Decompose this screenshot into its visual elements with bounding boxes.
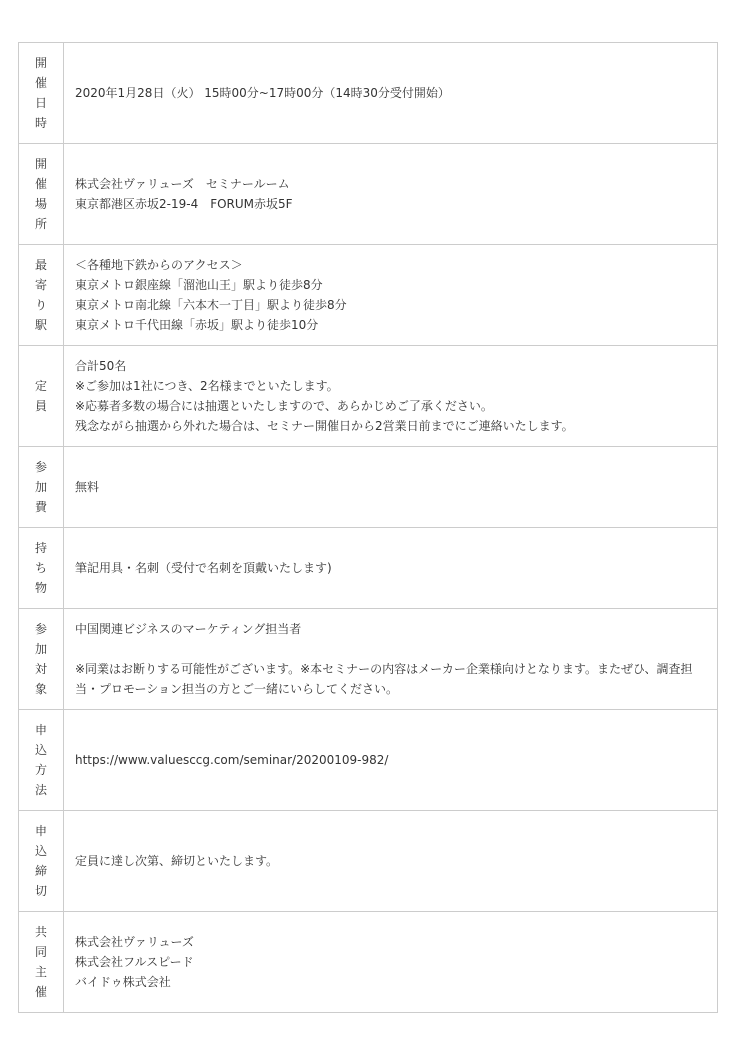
row-value — [64, 528, 718, 609]
label-char: 切 — [34, 884, 47, 898]
row-value — [64, 447, 718, 528]
row-label — [19, 447, 64, 528]
value-line: 株式会社ヴァリューズ セミナールーム — [75, 177, 290, 191]
label-char: 込 — [34, 743, 47, 757]
label-char: 加 — [34, 480, 47, 494]
value-line: ※同業はお断りする可能性がございます。※本セミナーの内容はメーカー企業様向けとなります。またぜひ、調査担当・プロモーション担当の方とご一緒にいらしてください。 — [75, 662, 693, 696]
row-target — [19, 609, 718, 710]
row-date — [19, 43, 718, 144]
label-char: 象 — [34, 682, 47, 696]
row-belongings — [19, 528, 718, 609]
row-deadline — [19, 811, 718, 912]
label-char: 同 — [34, 945, 47, 959]
value-line: 残念ながら抽選から外れた場合は、セミナー開催日から2営業日前までにご連絡いたします。 — [75, 419, 574, 433]
label-char: 申 — [34, 824, 47, 838]
label-char: 費 — [34, 500, 47, 514]
row-value — [64, 811, 718, 912]
label-char: 駅 — [34, 318, 47, 332]
label-char: 参 — [34, 622, 47, 636]
label-char: 開 — [34, 56, 47, 70]
row-label — [19, 43, 64, 144]
value-line: 定員に達し次第、締切といたします。 — [75, 854, 279, 868]
row-value — [64, 912, 718, 1013]
row-value — [64, 144, 718, 245]
label-char: 催 — [34, 985, 47, 999]
label-char: 場 — [34, 197, 47, 211]
row-label — [19, 528, 64, 609]
value-line: 東京都港区赤坂2-19-4 FORUM赤坂5F — [75, 197, 293, 211]
row-cohosts — [19, 912, 718, 1013]
blank-line — [75, 639, 709, 659]
label-char: 員 — [34, 399, 47, 413]
row-label — [19, 609, 64, 710]
label-char: 対 — [34, 662, 47, 676]
label-char: 申 — [34, 723, 47, 737]
label-char: 最 — [34, 258, 47, 272]
label-char: 時 — [34, 116, 47, 130]
row-label — [19, 144, 64, 245]
label-char: 方 — [34, 763, 47, 777]
row-value — [64, 346, 718, 447]
row-nearest-station — [19, 245, 718, 346]
label-char: 寄 — [34, 278, 47, 292]
label-char: 催 — [34, 76, 47, 90]
row-label — [19, 811, 64, 912]
value-line: 無料 — [75, 480, 100, 494]
label-char: 催 — [34, 177, 47, 191]
value-line: ＜各種地下鉄からのアクセス＞ — [75, 258, 243, 272]
value-line: 東京メトロ千代田線「赤坂」駅より徒歩10分 — [75, 318, 319, 332]
row-value — [64, 609, 718, 710]
value-line: ※ご参加は1社につき、2名様までといたします。 — [75, 379, 339, 393]
label-char: 共 — [34, 925, 47, 939]
label-char: 持 — [34, 541, 47, 555]
label-char: 所 — [34, 217, 47, 231]
value-line: ※応募者多数の場合には抽選といたしますので、あらかじめご了承ください。 — [75, 399, 493, 413]
label-char: 込 — [34, 844, 47, 858]
label-char: 加 — [34, 642, 47, 656]
row-value — [64, 43, 718, 144]
label-char: 開 — [34, 157, 47, 171]
row-fee — [19, 447, 718, 528]
value-line: 株式会社フルスピード — [75, 955, 194, 969]
row-value — [64, 245, 718, 346]
value-line: 筆記用具・名刺（受付で名刺を頂戴いたします) — [75, 561, 332, 575]
apply-url-text: https://www.valuesccg.com/seminar/20200109-982/ — [75, 753, 389, 767]
value-line: 2020年1月28日（火） 15時00分~17時00分（14時30分受付開始） — [75, 86, 450, 100]
label-char: 参 — [34, 460, 47, 474]
event-info-table — [18, 42, 718, 1013]
value-line: 株式会社ヴァリューズ — [75, 935, 194, 949]
label-char: 法 — [34, 783, 47, 797]
label-char: 締 — [34, 864, 47, 878]
value-line: 合計50名 — [75, 359, 127, 373]
value-line: 中国関連ビジネスのマーケティング担当者 — [75, 622, 302, 636]
label-char: 日 — [34, 96, 47, 110]
value-line: バイドゥ株式会社 — [75, 975, 171, 989]
label-char: り — [34, 298, 47, 312]
row-label — [19, 346, 64, 447]
row-capacity — [19, 346, 718, 447]
row-venue — [19, 144, 718, 245]
value-line: 東京メトロ銀座線「溜池山王」駅より徒歩8分 — [75, 278, 323, 292]
row-value — [64, 710, 718, 811]
label-char: 物 — [34, 581, 47, 595]
label-char: ち — [34, 561, 47, 575]
row-apply-method — [19, 710, 718, 811]
row-label — [19, 710, 64, 811]
value-line: 東京メトロ南北線「六本木一丁目」駅より徒歩8分 — [75, 298, 347, 312]
label-char: 主 — [34, 965, 47, 979]
label-char: 定 — [34, 379, 47, 393]
row-label — [19, 912, 64, 1013]
row-label — [19, 245, 64, 346]
